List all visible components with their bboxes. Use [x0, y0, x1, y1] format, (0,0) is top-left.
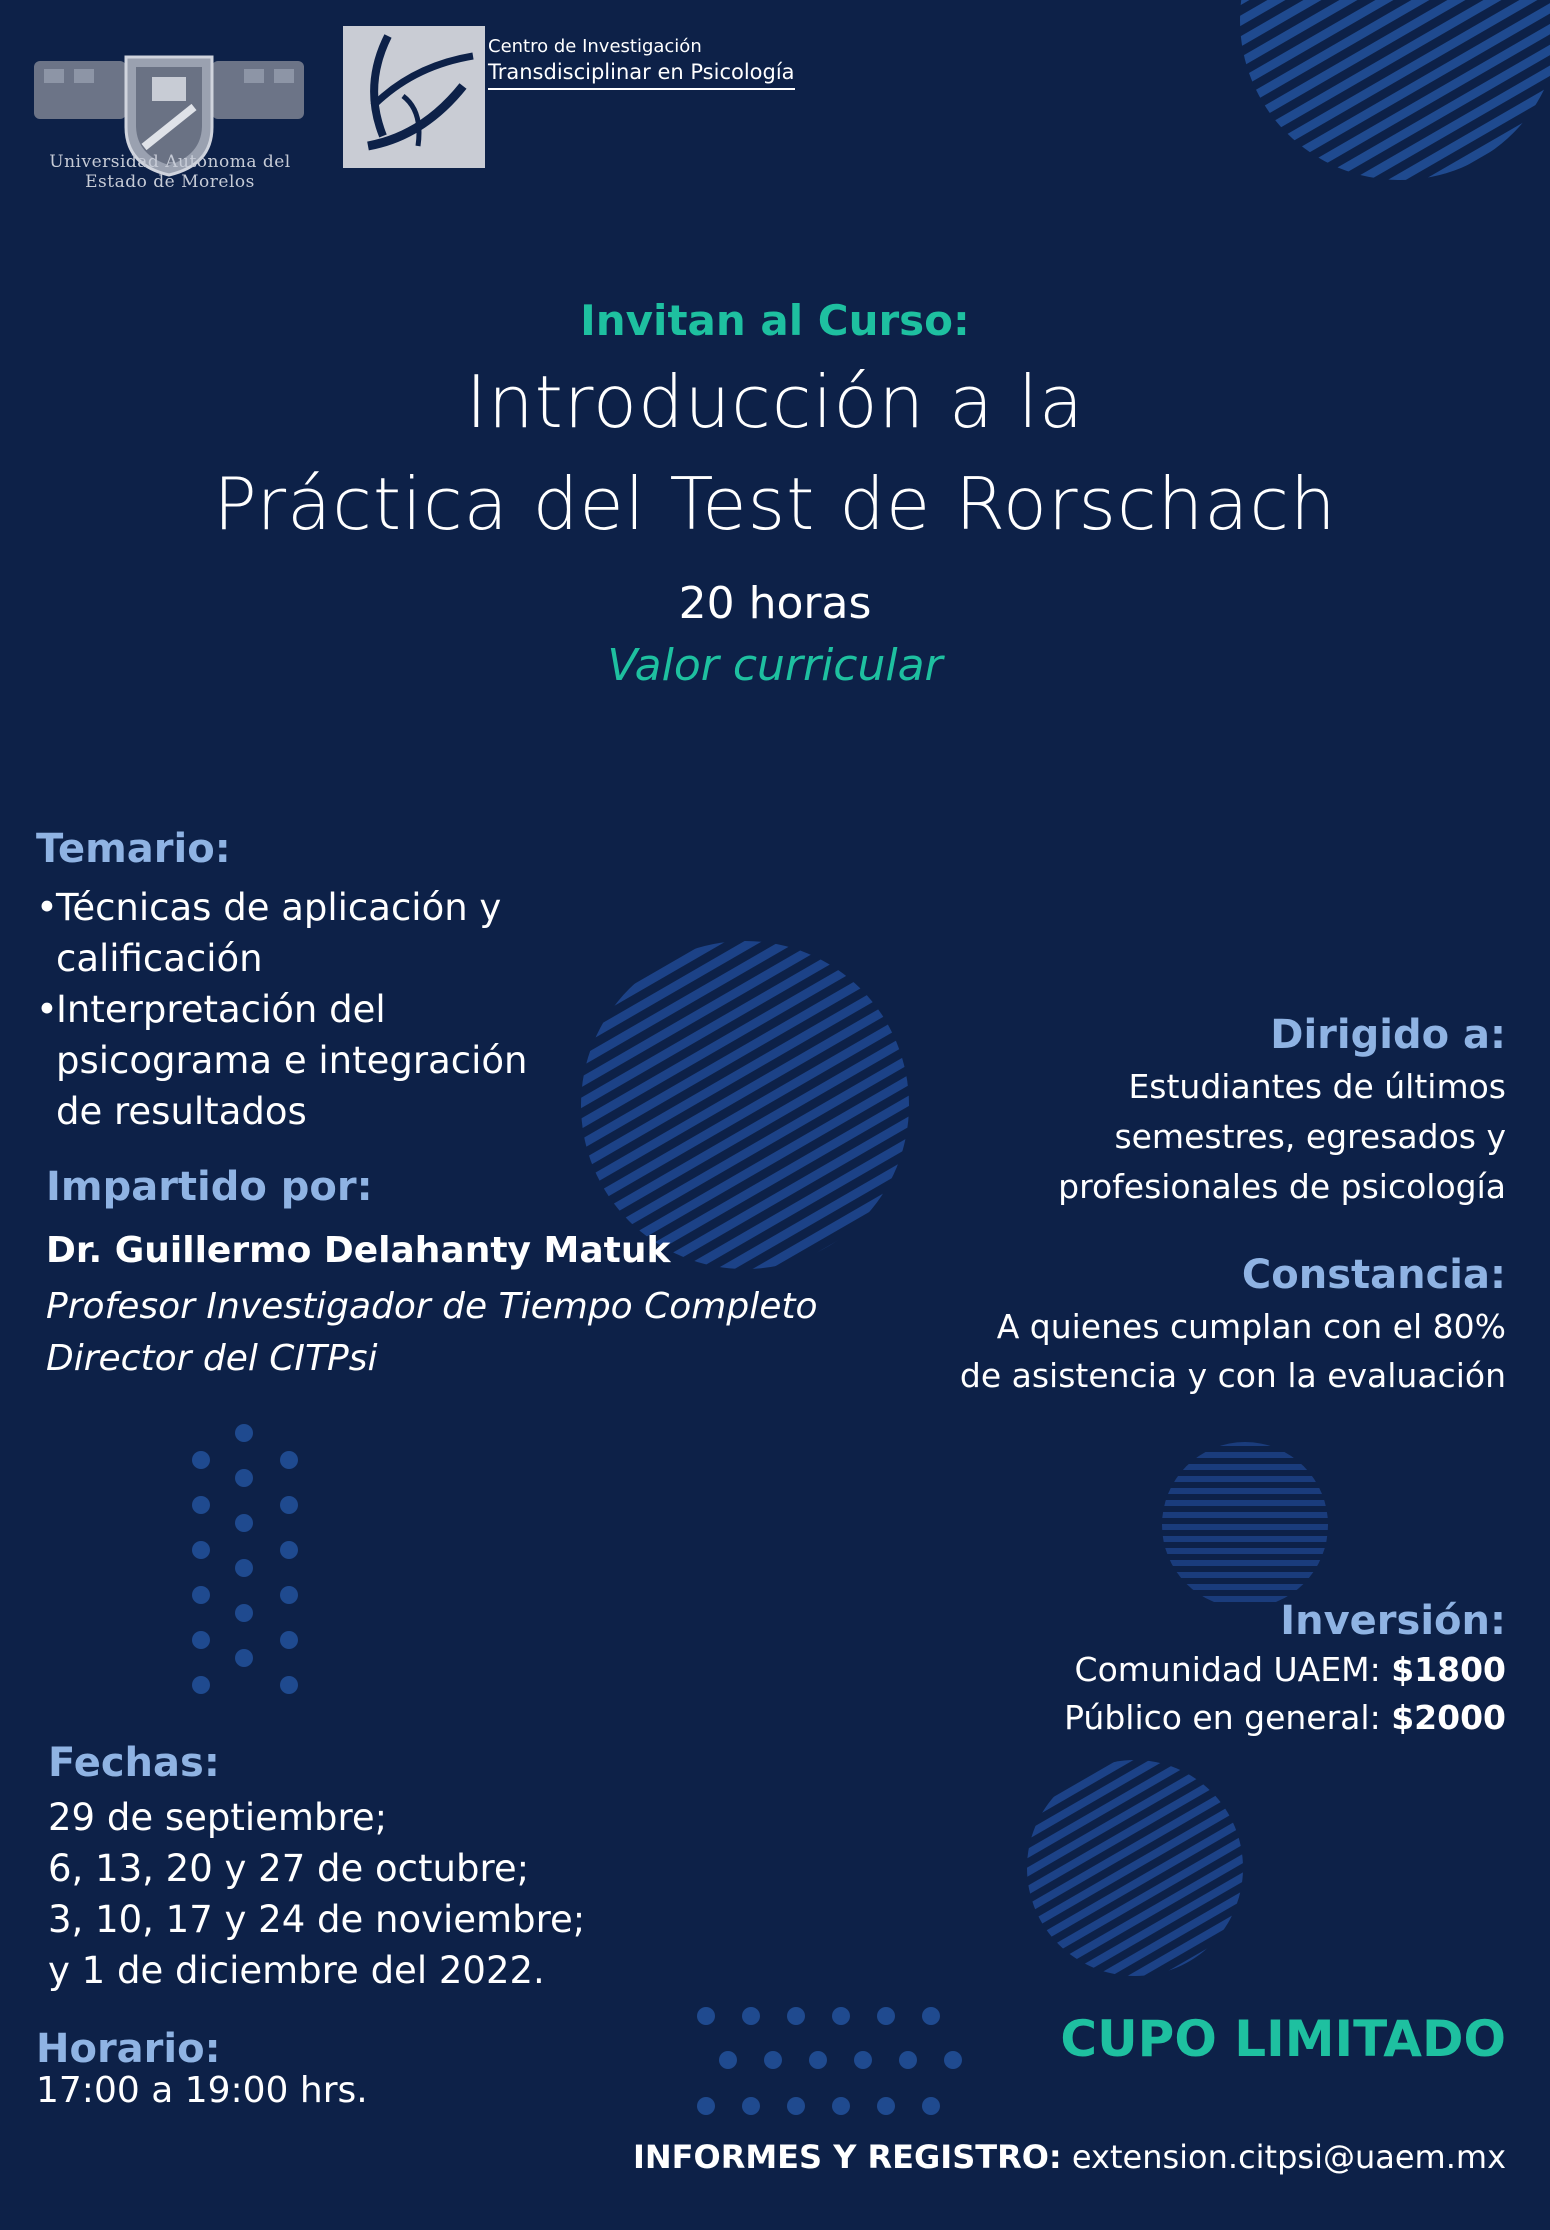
fecha-line: y 1 de diciembre del 2022.	[48, 1949, 545, 1992]
inversion-heading: Inversión:	[1280, 1598, 1506, 1644]
university-name	[30, 152, 310, 192]
striped-circle-small	[1160, 1440, 1330, 1610]
horario-heading: Horario:	[36, 2026, 221, 2072]
price-public	[1064, 1698, 1506, 1737]
informes-label: INFORMES Y REGISTRO:	[632, 2138, 1062, 2176]
informes	[633, 2138, 1506, 2176]
price-public-value: $2000	[1391, 1698, 1506, 1737]
temario-item	[36, 882, 536, 984]
dot-grid-bottom	[690, 2000, 980, 2130]
price-uaem-label: Comunidad UAEM:	[1074, 1650, 1392, 1689]
citpsi-logo	[343, 26, 485, 168]
dot-grid-left	[185, 1415, 310, 1715]
temario-heading: Temario:	[36, 826, 231, 872]
price-public-label: Público en general:	[1064, 1698, 1392, 1737]
center-name-line2: Transdisciplinar en Psicología	[488, 60, 795, 84]
price-uaem	[1075, 1650, 1506, 1689]
striped-circle-bottom-right	[1025, 1758, 1245, 1978]
constancia-text: A quienes cumplan con el 80% de asistencia y con la evaluación	[959, 1307, 1506, 1395]
university-name-line1: Universidad Autónoma del	[49, 152, 291, 172]
horario-text: 17:00 a 19:00 hrs.	[36, 2070, 368, 2111]
striped-circle-top-right	[1190, 0, 1550, 260]
invitation-heading: Invitan al Curso:	[580, 296, 970, 345]
fecha-line: 6, 13, 20 y 27 de octubre;	[48, 1847, 530, 1890]
instructor-role: Profesor Investigador de Tiempo Completo	[46, 1286, 818, 1327]
impartido-heading: Impartido por:	[46, 1164, 373, 1210]
constancia-heading: Constancia:	[1241, 1252, 1506, 1298]
price-uaem-value: $1800	[1391, 1650, 1506, 1689]
fechas-heading: Fechas:	[48, 1740, 220, 1786]
instructor-role-director: Director del CITPsi	[46, 1338, 378, 1379]
temario-item	[36, 984, 576, 1137]
contact-email[interactable]: extension.citpsi@uaem.mx	[1071, 2138, 1506, 2176]
course-title-line2: Práctica del Test de Rorschach	[213, 462, 1337, 546]
fechas-list	[48, 1792, 585, 1996]
temario-item-text: Técnicas de aplicación y calificación	[56, 886, 502, 980]
fecha-line: 3, 10, 17 y 24 de noviembre;	[48, 1898, 586, 1941]
dirigido-text: Estudiantes de últimos semestres, egresados y profesionales de psicología	[1058, 1067, 1506, 1206]
temario-item-text: Interpretación del psicograma e integración de resultados	[56, 988, 528, 1133]
striped-circle-middle	[575, 935, 915, 1275]
center-name-underline	[488, 88, 795, 90]
university-name-line2: Estado de Morelos	[85, 172, 255, 192]
curricular-value: Valor curricular	[607, 640, 943, 691]
course-hours: 20 horas	[678, 578, 872, 629]
center-name-line1: Centro de Investigación	[488, 36, 702, 57]
temario-list	[36, 882, 576, 1137]
dirigido-heading: Dirigido a:	[1270, 1012, 1506, 1058]
bullet: •	[36, 988, 58, 1031]
fecha-line: 29 de septiembre;	[48, 1796, 388, 1839]
course-title-line1: Introducción a la	[465, 360, 1085, 444]
cupo-limitado: CUPO LIMITADO	[1060, 2010, 1506, 2068]
bullet: •	[36, 886, 58, 929]
instructor-name: Dr. Guillermo Delahanty Matuk	[46, 1230, 671, 1271]
